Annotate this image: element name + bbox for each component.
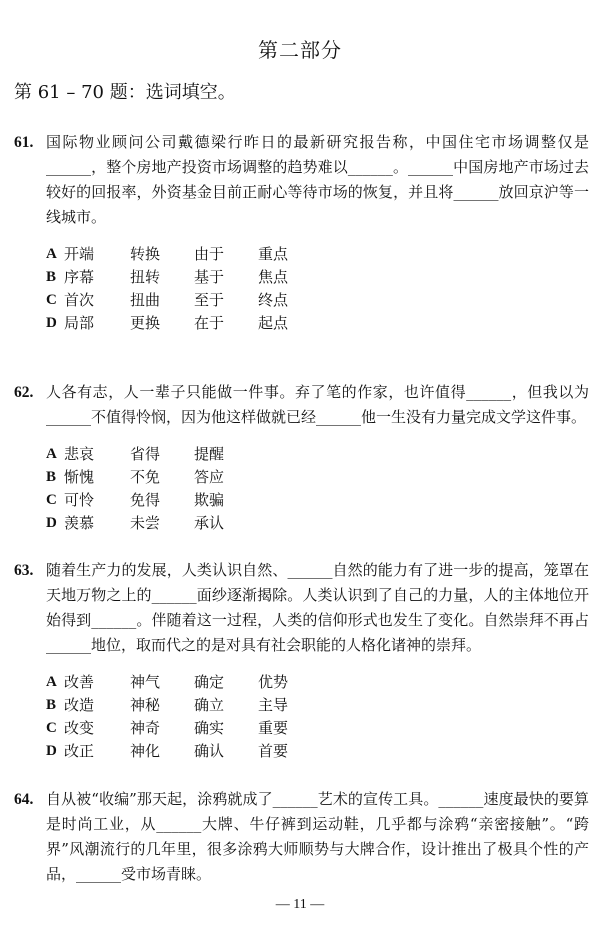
option-word: 羡慕 xyxy=(64,514,95,532)
option-row-c xyxy=(46,489,589,512)
option-word: 神奇 xyxy=(130,719,161,737)
option-word: 至于 xyxy=(194,291,225,309)
option-letter: B xyxy=(46,469,57,485)
option-word: 免得 xyxy=(130,491,161,509)
option-word: 序幕 xyxy=(64,268,95,286)
page-number: — 11 — xyxy=(275,897,325,912)
option-word: 可怜 xyxy=(64,491,95,509)
question-64 xyxy=(14,787,589,887)
option-word: 局部 xyxy=(64,314,95,332)
option-word: 首要 xyxy=(258,742,289,760)
option-letter: D xyxy=(46,315,57,331)
option-row-c xyxy=(46,289,589,312)
page-title: 第二部分 xyxy=(258,38,342,62)
option-word: 未尝 xyxy=(130,514,161,532)
option-letter: B xyxy=(46,269,57,285)
option-row-a xyxy=(46,671,589,694)
option-letter: C xyxy=(46,292,57,308)
question-number: 63. xyxy=(14,562,34,579)
question-text: 随着生产力的发展，人类认识自然、______自然的能力有了进一步的提高，笼罩在天地万物之上的______面纱逐渐揭除。人类认识到了自己的力量，人的主体地位开始得到______。伴随着这一过程，人类的信仰形式也发生了变化。自然崇拜不再占______地位，取而代之的是对具有社会职能的人格化诸神的崇拜。 xyxy=(46,561,589,654)
option-word: 起点 xyxy=(258,314,289,332)
option-row-d xyxy=(46,740,589,763)
option-list xyxy=(46,243,589,335)
option-letter: A xyxy=(46,246,57,262)
option-word: 不免 xyxy=(130,468,161,486)
option-row-d xyxy=(46,312,589,335)
option-letter: A xyxy=(46,674,57,690)
option-word: 终点 xyxy=(258,291,289,309)
option-word: 省得 xyxy=(130,445,161,463)
question-number: 61. xyxy=(14,134,34,151)
option-word: 主导 xyxy=(258,696,289,714)
option-word: 在于 xyxy=(194,314,225,332)
option-letter: C xyxy=(46,492,57,508)
question-63 xyxy=(14,558,589,763)
option-row-b xyxy=(46,266,589,289)
option-word: 优势 xyxy=(258,673,289,691)
option-word: 重点 xyxy=(258,245,289,263)
question-number: 62. xyxy=(14,384,34,401)
question-text: 国际物业顾问公司戴德梁行昨日的最新研究报告称，中国住宅市场调整仅是______，整个房地产投资市场调整的趋势难以______。______中国房地产市场过去较好的回报率，外资基金目前正耐心等待市场的恢复，并且将______放回京沪等一线城市。 xyxy=(46,133,589,226)
option-letter: B xyxy=(46,697,57,713)
question-text: 人各有志，人一辈子只能做一件事。弃了笔的作家，也许值得______，但我以为______不值得怜悯，因为他这样做就已经______他一生没有力量完成文学这件事。 xyxy=(46,383,589,426)
option-row-b xyxy=(46,466,589,489)
option-word: 扭曲 xyxy=(130,291,161,309)
question-61 xyxy=(14,130,589,335)
option-word: 改善 xyxy=(64,673,95,691)
option-word: 承认 xyxy=(194,514,225,532)
option-word: 开端 xyxy=(64,245,95,263)
option-word: 改造 xyxy=(64,696,95,714)
option-row-b xyxy=(46,694,589,717)
option-word: 惭愧 xyxy=(64,468,95,486)
option-word: 首次 xyxy=(64,291,95,309)
option-word: 确定 xyxy=(194,673,225,691)
option-word: 改正 xyxy=(64,742,95,760)
option-word: 更换 xyxy=(130,314,161,332)
option-word: 确实 xyxy=(194,719,225,737)
option-letter: D xyxy=(46,515,57,531)
option-letter: C xyxy=(46,720,57,736)
option-row-a xyxy=(46,443,589,466)
question-62 xyxy=(14,380,589,535)
option-word: 神秘 xyxy=(130,696,161,714)
option-word: 答应 xyxy=(194,468,225,486)
option-word: 扭转 xyxy=(130,268,161,286)
option-row-d xyxy=(46,512,589,535)
option-letter: D xyxy=(46,743,57,759)
option-word: 焦点 xyxy=(258,268,289,286)
option-word: 悲哀 xyxy=(64,445,95,463)
option-row-c xyxy=(46,717,589,740)
option-word: 神气 xyxy=(130,673,161,691)
option-word: 重要 xyxy=(258,719,289,737)
option-word: 确立 xyxy=(194,696,225,714)
option-word: 基于 xyxy=(194,268,225,286)
option-word: 由于 xyxy=(194,245,225,263)
option-word: 确认 xyxy=(194,742,225,760)
option-letter: A xyxy=(46,446,57,462)
option-word: 改变 xyxy=(64,719,95,737)
option-list xyxy=(46,443,589,535)
section-heading: 第 61 – 70 题：选词填空。 xyxy=(14,82,236,103)
question-number: 64. xyxy=(14,791,34,808)
option-word: 神化 xyxy=(130,742,161,760)
option-word: 转换 xyxy=(130,245,161,263)
option-word: 欺骗 xyxy=(194,491,225,509)
question-text: 自从被“收编”那天起，涂鸦就成了______艺术的宣传工具。______速度最快的要算是时尚工业，从______大牌、牛仔裤到运动鞋，几乎都与涂鸦“亲密接触”。“跨界”风潮流行的几年里，很多涂鸦大师顺势与大牌合作，设计推出了极具个性的产品，______受市场青睐。 xyxy=(46,790,589,883)
option-row-a xyxy=(46,243,589,266)
option-word: 提醒 xyxy=(194,445,225,463)
option-list xyxy=(46,671,589,763)
